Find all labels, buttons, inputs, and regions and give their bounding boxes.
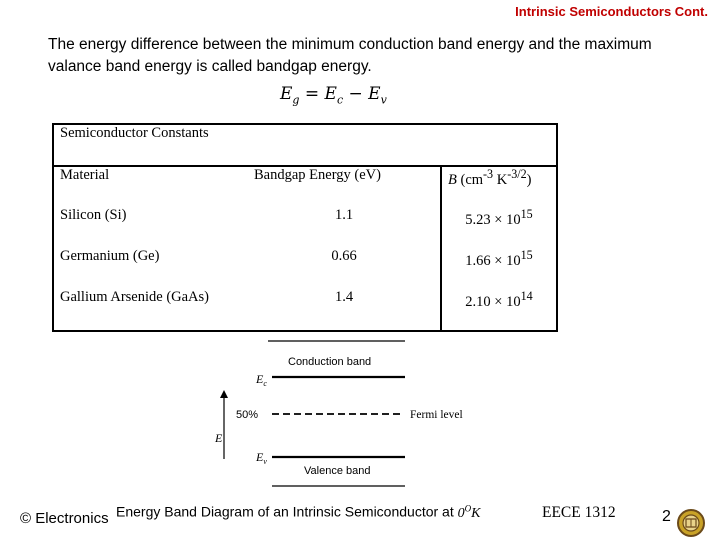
cell-b-mantissa: 5.23 × 10: [465, 211, 521, 228]
semiconductor-constants-table: [52, 123, 558, 332]
cell-b-mantissa: 1.66 × 10: [465, 252, 521, 269]
energy-band-diagram: [210, 334, 500, 494]
ec-label: [255, 372, 267, 388]
header-bandgap: Bandgap Energy (eV): [248, 166, 441, 207]
bandgap-equation: [280, 84, 387, 106]
table-row: [53, 207, 557, 248]
header-b-exp1: -3: [483, 167, 494, 181]
table-row: [53, 289, 557, 331]
university-seal-icon: [676, 508, 706, 538]
eq-c-sub: c: [336, 93, 344, 107]
caption-degree: O: [464, 503, 472, 513]
header-b-constant: [441, 166, 557, 207]
ev-sub: v: [263, 457, 267, 466]
fermi-level-label: Fermi level: [410, 409, 463, 421]
header-material: Material: [53, 166, 248, 207]
eq-lhs: E: [280, 84, 293, 104]
page-number: 2: [662, 508, 671, 525]
ec-sub: c: [263, 379, 267, 388]
diagram-caption: [116, 503, 480, 522]
ec-letter: E: [256, 372, 264, 386]
eq-v-sub: v: [380, 93, 387, 107]
copyright-text: © Electronics: [20, 510, 109, 527]
eq-minus: − E: [343, 84, 381, 104]
header-b-exp2: -3/2: [507, 167, 527, 181]
cell-b-value: [441, 207, 557, 248]
cell-b-exponent: 15: [520, 207, 533, 221]
eq-lhs-sub: g: [292, 93, 300, 107]
cell-material: Gallium Arsenide (GaAs): [53, 289, 248, 331]
eq-eq: = E: [299, 84, 337, 104]
intro-paragraph: The energy difference between the minimum conduction band energy and the maximum valance band energy is called bandgap energy.: [48, 36, 652, 75]
cell-material: Silicon (Si): [53, 207, 248, 248]
caption-text: Energy Band Diagram of an Intrinsic Semiconductor at: [116, 503, 458, 520]
cell-bandgap: 0.66: [331, 248, 357, 264]
cell-b-value: [441, 248, 557, 289]
valence-band-label: Valence band: [304, 465, 371, 477]
cell-bandgap: 1.1: [334, 207, 354, 223]
table-caption: Semiconductor Constants: [53, 124, 557, 166]
cell-b-value: [441, 289, 557, 331]
ev-letter: E: [256, 450, 264, 464]
cell-b-exponent: 15: [520, 248, 533, 262]
cell-material: Germanium (Ge): [53, 248, 248, 289]
slide-header-title: Intrinsic Semiconductors Cont.: [515, 4, 708, 19]
cell-bandgap: 1.4: [248, 289, 441, 331]
table-row: [53, 248, 557, 289]
cell-b-mantissa: 2.10 × 10: [465, 293, 521, 310]
caption-zero: 0: [457, 505, 465, 521]
header-b-letter: B: [448, 171, 457, 188]
course-code: EECE 1312: [542, 504, 616, 521]
energy-axis-label: E: [215, 431, 223, 445]
ev-label: [255, 450, 267, 466]
caption-kelvin: K: [471, 505, 481, 521]
fermi-percent-label: 50%: [236, 409, 259, 421]
arrow-up-icon: [220, 390, 228, 398]
header-b-unit-pre: (cm: [456, 171, 484, 188]
cell-b-exponent: 14: [520, 289, 533, 303]
header-b-mid: K: [493, 171, 508, 188]
header-b-close: ): [526, 171, 532, 188]
conduction-band-label: Conduction band: [288, 356, 372, 368]
